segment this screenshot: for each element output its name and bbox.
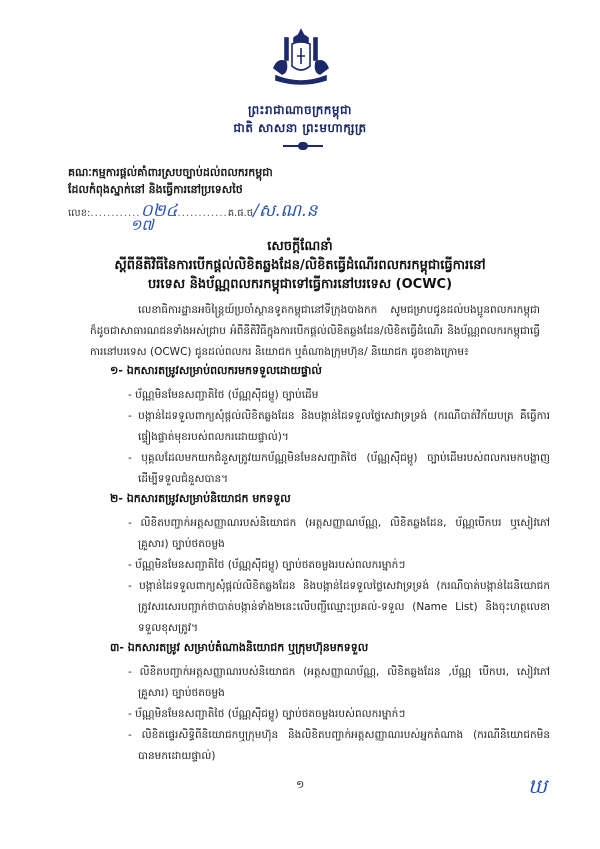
section-1-item-3: - បុគ្គលដែលមកយកជំនួសត្រូវយកប័ណ្ណមិនមែនសញ្ជាតិថៃ (ប័ណ្ណស៊ីជម្ពូ) ច្បាប់ដើមរបស់ពលករមកបង្ហាញដើម្បីទទួលជំនួសបាន។	[128, 452, 550, 485]
section-2-item-2: - ប័ណ្ណមិនមែនសញ្ជាតិថៃ (ប័ណ្ណស៊ីជម្ពូ) ច្បាប់ថតចម្លងរបស់ពលករម្នាក់ៗ	[128, 559, 406, 571]
reference-dots-left: ............	[90, 208, 141, 219]
issuer-line-1: គណៈកម្មការផ្ដល់គាំពារស្របច្បាប់ដល់ពលករកម្ពុជា	[68, 166, 273, 179]
reference-number-line	[68, 200, 317, 225]
issuer-line-2: ដែលកំពុងស្នាក់នៅ និងធ្វើការនៅប្រទេសថៃ	[68, 183, 243, 196]
document-subject-line-2: បរទេស និងប័ណ្ណពលករកម្ពុជាទៅធ្វើការនៅបរទេស (OCWC)	[147, 277, 453, 292]
intro-paragraph: លេខាធិការដ្ឋានអចិន្ត្រៃយ៍ប្រចាំស្ថានទូតកម្ពុជានៅទីក្រុងបាងកក សូមជម្រាបជូនដល់បងប្អូនពលករកម្ពុជា ក៏ដូចជាសាធារណជនទាំងអស់ជ្រាប អំពីនីតិវិធីក្នុងការបើកផ្ដល់លិខិតឆ្លងដែន/លិខិតធ្វើដំណើរ និងប័ណ្ណពលករកម្ពុជាធ្វើការនៅបរទេស (OCWC) ជូនដល់ពលករ និយោជក ឬតំណាងក្រុមហ៊ុន/ និយោជក ដូចខាងក្រោម៖	[90, 304, 540, 358]
section-2-item-1: - លិខិតបញ្ជាក់អត្តសញ្ញាណរបស់និយោជក (អត្តសញ្ញាណប័ណ្ណ, លិខិតឆ្លងដែន, ប័ណ្ណបើកបរ ឬសៀវភៅគ្រួសារ) ច្បាប់ថតចម្លង	[128, 517, 550, 550]
document-subject-line-1: ស្ដីពីនីតិវិធីនៃការបើកផ្ដល់លិខិតឆ្លងដែន/លិខិតធ្វើដំណើរពលករកម្ពុជាធ្វើការនៅ	[114, 258, 486, 273]
reference-label: លេខ:	[68, 208, 91, 219]
section-3-item-2: - ប័ណ្ណមិនមែនសញ្ជាតិថៃ (ប័ណ្ណស៊ីជម្ពូ) ច្បាប់ថតចម្លងរបស់ពលករម្នាក់ៗ	[128, 708, 406, 720]
section-1-item-1: - ប័ណ្ណមិនមែនសញ្ជាតិថៃ (ប័ណ្ណស៊ីជម្ពូ) ច្បាប់ដើម	[128, 389, 319, 401]
section-1-heading: ១- ឯកសារតម្រូវសម្រាប់ពលករមកទទួលដោយផ្ទាល់	[110, 364, 322, 377]
document-title: សេចក្ដីណែនាំ	[267, 239, 333, 254]
royal-coat-of-arms-icon	[268, 28, 334, 88]
section-3-item-3: - លិខិតផ្ទេរសិទ្ធិពីនិយោជកឬក្រុមហ៊ុន និងលិខិតបញ្ជាក់អត្តសញ្ញាណរបស់អ្នកតំណាង (ករណីនិយោជកមិនបានមកដោយផ្ទាល់)	[128, 729, 550, 762]
section-2-item-3: - បង្កាន់ដៃទទួលពាក្យសុំផ្ដល់លិខិតឆ្លងដែន និងបង្កាន់ដៃទទួលថ្លៃសេវាទ្រទ្រង់ (ករណីបាត់បង្កាន់ដៃនិយោជក ត្រូវសរសេរបញ្ជាក់ថាបាត់បង្កាន់ទាំង២នេះលើបញ្ជីឈ្មោះប្រគល់-ទទួល (Name List) និងចុះហត្ថលេខាទទួលខុសត្រូវ។	[128, 580, 550, 634]
section-2-heading: ២- ឯកសារតម្រូវសម្រាប់និយោជក មកទទួល	[110, 492, 291, 505]
page-number: ១	[296, 778, 305, 791]
national-motto: ជាតិ សាសនា ព្រះមហាក្សត្រ	[233, 121, 367, 135]
section-1-item-2: - បង្កាន់ដៃទទួលពាក្យសុំផ្ដល់លិខិតឆ្លងដែន និងបង្កាន់ដៃទទួលថ្លៃសេវាទ្រទ្រង់ (ករណីបាត់វិក័យបត្រ គឺធ្វើការផ្ទៀងផ្ទាត់មុខរបស់ពលករដោយផ្ទាល់)។	[128, 410, 550, 443]
reference-dots-right: ............	[177, 208, 228, 219]
reference-handwritten-day: ១៧	[130, 216, 154, 234]
kingdom-name: ព្រះរាជាណាចក្រកម្ពុជា	[248, 103, 352, 117]
reference-suffix-handwritten: /ស.ណ.ន	[253, 201, 318, 221]
handwritten-initial: ឃ	[528, 774, 548, 798]
reference-handwritten-number: ០២៤	[140, 201, 178, 221]
header-divider-ornament	[298, 142, 308, 150]
section-3-heading: ៣- ឯកសារតម្រូវ សម្រាប់តំណាងនិយោជក ឬក្រុមហ៊ុនមកទទួល	[110, 641, 369, 654]
section-3-item-1: - លិខិតបញ្ជាក់អត្តសញ្ញាណរបស់និយោជក (អត្តសញ្ញាណប័ណ្ណ, លិខិតឆ្លងដែន ,ប័ណ្ណ បើកបរ, សៀវភៅគ្រួសារ) ច្បាប់ថតចម្លង	[128, 666, 550, 699]
reference-suffix-printed: គ.ផ.ថ	[227, 208, 254, 219]
